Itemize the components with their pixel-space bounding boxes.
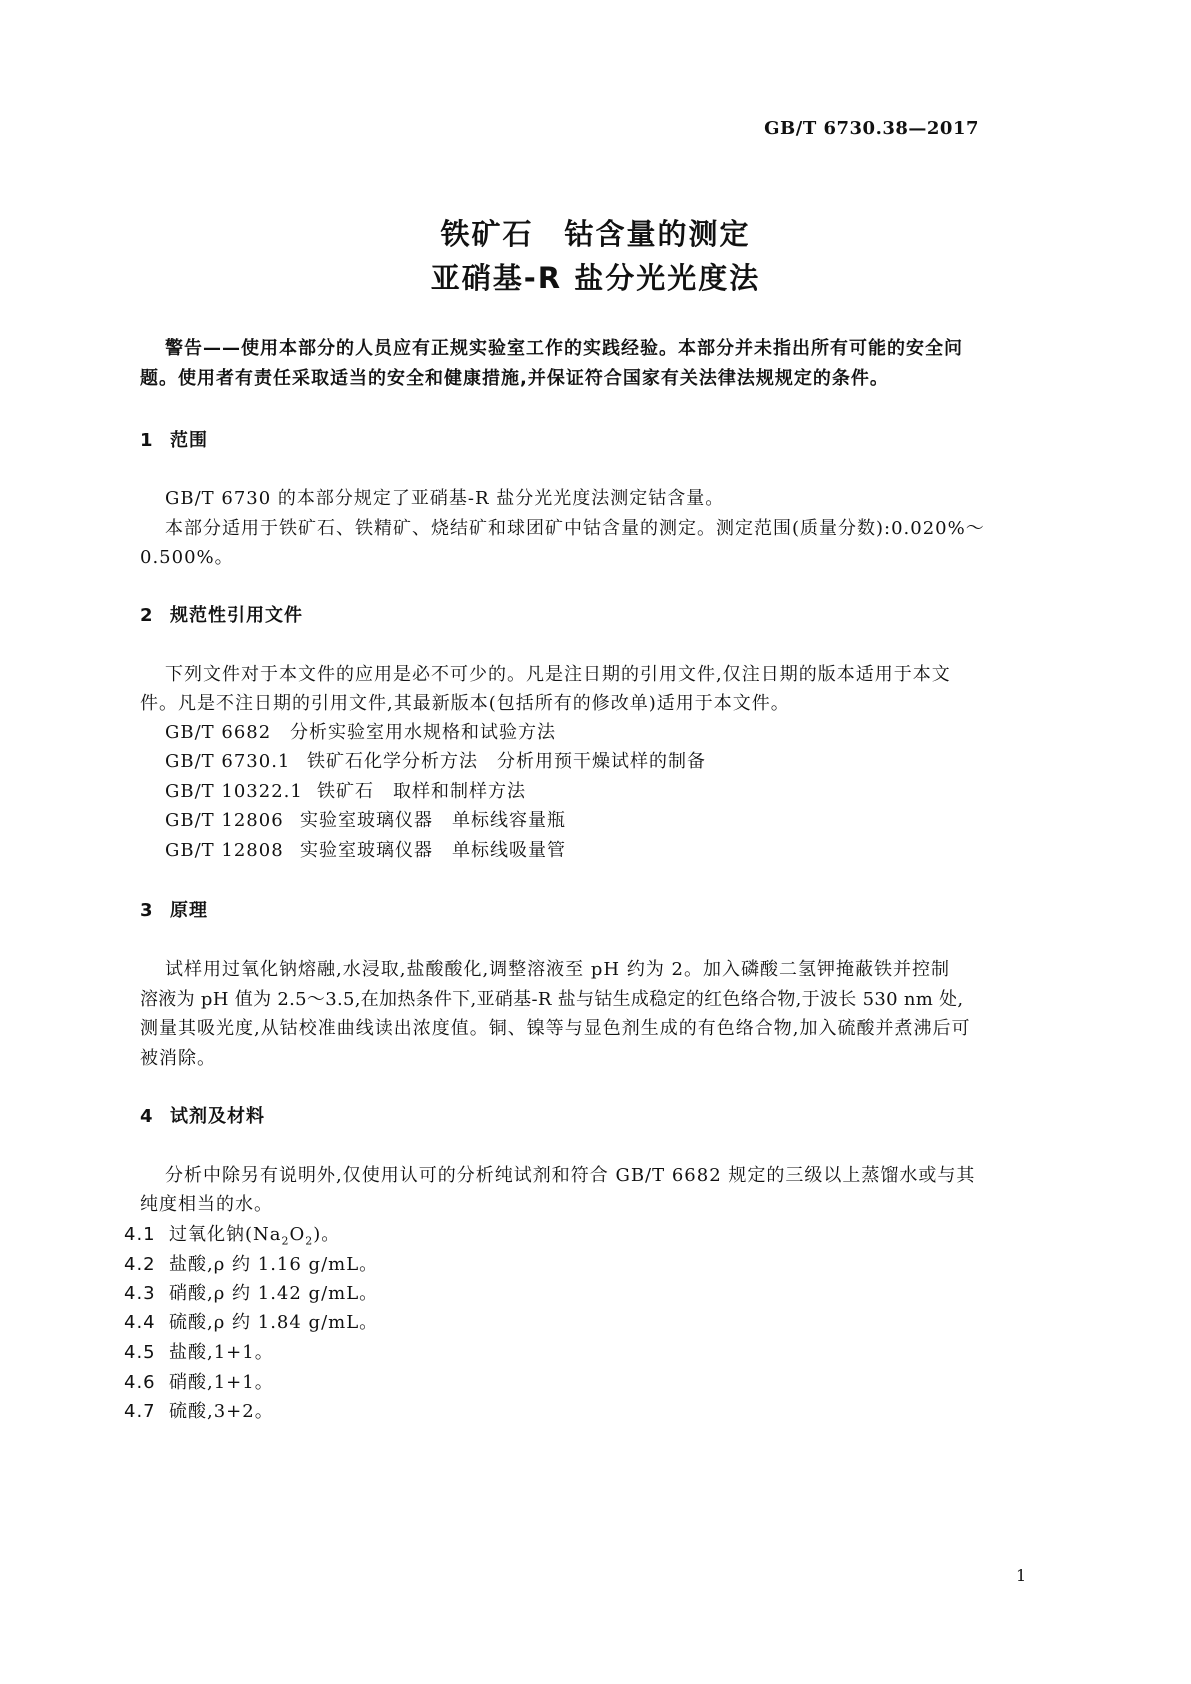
paragraph: 测量其吸光度,从钴校准曲线读出浓度值。铜、镍等与显色剂生成的有色络合物,加入硫酸并煮沸后可 [140, 1018, 971, 1039]
reference-code: GB/T 12808 [165, 840, 284, 861]
reference-item [165, 747, 706, 773]
paragraph: 0.500%。 [140, 547, 234, 568]
section-number: 4 [140, 1106, 154, 1127]
reference-item [165, 777, 526, 803]
reference-code: GB/T 6682 [165, 722, 272, 743]
reference-code: GB/T 10322.1 [165, 781, 303, 802]
reagent-item [124, 1397, 274, 1423]
reagent-item [124, 1308, 378, 1334]
item-text: 硝酸,1+1。 [169, 1372, 274, 1393]
section-heading-3 [140, 896, 208, 922]
page-number: 1 [1016, 1566, 1027, 1585]
section-number: 3 [140, 900, 154, 921]
standard-code: GB/T 6730.38—2017 [764, 118, 979, 139]
document-title-line1: 铁矿石 钴含量的测定 [440, 217, 751, 251]
paragraph: 本部分适用于铁矿石、铁精矿、烧结矿和球团矿中钴含量的测定。测定范围(质量分数):0.020%～ [165, 518, 985, 539]
paragraph: 试样用过氧化钠熔融,水浸取,盐酸酸化,调整溶液至 pH 约为 2。加入磷酸二氢钾掩蔽铁并控制 [165, 959, 950, 980]
item-number: 4.1 [124, 1224, 156, 1245]
section-title: 试剂及材料 [170, 1106, 265, 1127]
paragraph: 件。凡是不注日期的引用文件,其最新版本(包括所有的修改单)适用于本文件。 [140, 693, 790, 714]
document-title-line2: 亚硝基-R 盐分光光度法 [430, 261, 761, 295]
reference-item [165, 836, 566, 862]
reagent-item [124, 1250, 378, 1276]
reagent-item [124, 1220, 340, 1248]
item-text: 硝酸,ρ 约 1.42 g/mL。 [169, 1283, 379, 1304]
subscript: 2 [305, 1234, 314, 1248]
item-text: 盐酸,ρ 约 1.16 g/mL。 [169, 1254, 379, 1275]
section-title: 范围 [170, 430, 208, 451]
paragraph: 被消除。 [140, 1048, 216, 1069]
item-number: 4.7 [124, 1401, 156, 1422]
reference-title: 铁矿石 取样和制样方法 [317, 781, 526, 802]
paragraph: GB/T 6730 的本部分规定了亚硝基-R 盐分光光度法测定钴含量。 [165, 488, 725, 509]
reagent-item [124, 1279, 378, 1305]
warning-line: 题。使用者有责任采取适当的安全和健康措施,并保证符合国家有关法律法规规定的条件。 [140, 368, 889, 389]
reagent-item [124, 1338, 274, 1364]
reference-item [165, 806, 566, 832]
item-text: O [289, 1224, 306, 1245]
item-text: 过氧化钠(Na [169, 1224, 282, 1245]
item-text: 硫酸,ρ 约 1.84 g/mL。 [169, 1312, 379, 1333]
subscript: 2 [281, 1234, 290, 1248]
section-title: 规范性引用文件 [170, 605, 303, 626]
reference-title: 分析实验室用水规格和试验方法 [290, 722, 556, 743]
item-number: 4.3 [124, 1283, 156, 1304]
reference-item [165, 718, 556, 744]
paragraph: 溶液为 pH 值为 2.5～3.5,在加热条件下,亚硝基-R 盐与钴生成稳定的红色络合物,于波长 530 nm 处, [140, 989, 964, 1010]
item-text: 盐酸,1+1。 [169, 1342, 274, 1363]
item-text: 硫酸,3+2。 [169, 1401, 274, 1422]
section-heading-2 [140, 601, 303, 627]
reagent-item [124, 1368, 274, 1394]
reference-code: GB/T 6730.1 [165, 751, 291, 772]
item-number: 4.4 [124, 1312, 156, 1333]
section-heading-4 [140, 1102, 265, 1128]
reference-title: 铁矿石化学分析方法 分析用预干燥试样的制备 [307, 751, 706, 772]
paragraph: 下列文件对于本文件的应用是必不可少的。凡是注日期的引用文件,仅注日期的版本适用于本文 [165, 664, 951, 685]
section-heading-1 [140, 426, 208, 452]
section-number: 2 [140, 605, 154, 626]
section-number: 1 [140, 430, 154, 451]
reference-code: GB/T 12806 [165, 810, 284, 831]
item-number: 4.5 [124, 1342, 156, 1363]
paragraph: 分析中除另有说明外,仅使用认可的分析纯试剂和符合 GB/T 6682 规定的三级以上蒸馏水或与其 [165, 1165, 976, 1186]
item-number: 4.6 [124, 1372, 156, 1393]
section-title: 原理 [170, 900, 208, 921]
item-number: 4.2 [124, 1254, 156, 1275]
item-text: )。 [313, 1224, 341, 1245]
warning-line: 警告——使用本部分的人员应有正规实验室工作的实践经验。本部分并未指出所有可能的安全问 [165, 338, 963, 359]
paragraph: 纯度相当的水。 [140, 1194, 273, 1215]
reference-title: 实验室玻璃仪器 单标线吸量管 [300, 840, 566, 861]
reference-title: 实验室玻璃仪器 单标线容量瓶 [300, 810, 566, 831]
